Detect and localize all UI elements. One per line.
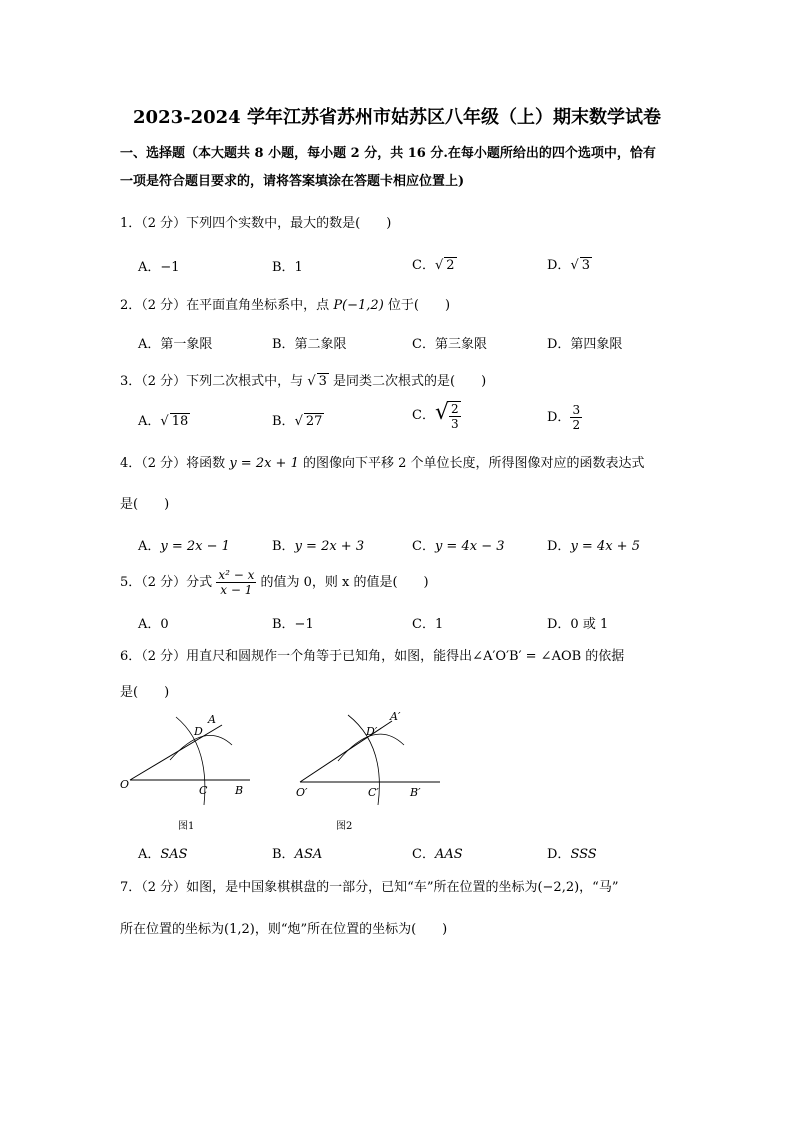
q2-stem-pre: 2．（2 分）在平面直角坐标系中，点	[120, 298, 334, 313]
q4-function: y = 2x + 1	[229, 456, 299, 471]
question-4-stem	[120, 452, 645, 471]
q4-option-d	[547, 535, 640, 554]
q6-option-b-label: B．	[272, 847, 295, 862]
q5-option-c: C．1	[412, 617, 444, 632]
q3-option-b: B．√ 27	[272, 414, 323, 429]
question-3-stem: 3．（2 分）下列二次根式中，与 √ 3 是同类二次根式的是( )	[120, 374, 487, 389]
page-title: 2023-2024 学年江苏省苏州市姑苏区八年级（上）期末数学试卷	[133, 107, 661, 128]
q2-option-a: A．第一象限	[138, 337, 213, 352]
q6-figure-1	[120, 713, 250, 832]
q1-option-c-label: C．	[412, 258, 435, 273]
fig1-label-b: B	[235, 784, 244, 797]
q3-option-d-numerator: 3	[572, 403, 581, 417]
q6-option-d-value: SSS	[570, 847, 597, 862]
section-heading-line2: 一项是符合题目要求的，请将答案填涂在答题卡相应位置上)	[120, 174, 465, 189]
q4-option-b	[272, 535, 364, 554]
q6-option-a-label: A．	[138, 847, 161, 862]
q1-option-d-label: D．	[547, 258, 571, 273]
q4-option-a-label: A．	[138, 539, 161, 554]
q3-stem-pre: 3．（2 分）下列二次根式中，与	[120, 374, 308, 389]
q4-option-b-value: y = 2x + 3	[294, 539, 365, 554]
q5-stem-pre: 5．（2 分）分式	[120, 575, 217, 590]
q4-option-a	[138, 535, 230, 554]
q5-fraction-denominator: x − 1	[220, 583, 253, 597]
q6-option-d-label: D．	[547, 847, 571, 862]
q1-option-d: D．√ 3	[547, 258, 591, 273]
q4-option-c-value: y = 4x − 3	[434, 539, 505, 554]
q1-option-c: C．√ 2	[412, 258, 455, 273]
q6-figure-2	[296, 710, 440, 832]
q2-option-c: C．第三象限	[412, 337, 487, 352]
q3-option-d	[547, 403, 582, 432]
q4-option-d-label: D．	[547, 539, 571, 554]
q2-option-d: D．第四象限	[547, 337, 623, 352]
q6-option-d	[547, 843, 597, 862]
q2-point: P(−1,2)	[333, 298, 384, 313]
fig1-label-c: C	[199, 784, 208, 797]
fig2-label-b: B′	[410, 786, 421, 799]
q4-option-a-value: y = 2x − 1	[160, 539, 230, 554]
question-5-stem	[120, 568, 429, 597]
fig1-label-o: O	[120, 778, 130, 791]
question-2-stem	[120, 294, 450, 313]
fig2-label-d: D′	[366, 725, 378, 738]
q3-option-b-label: B．	[272, 414, 295, 429]
fig1-caption: 图1	[178, 821, 195, 832]
question-6-stem-line2: 是( )	[120, 685, 170, 700]
q6-option-b-value: ASA	[294, 847, 323, 862]
q6-option-c	[412, 843, 463, 862]
q6-option-b	[272, 843, 322, 862]
q4-option-c	[412, 535, 505, 554]
q3-option-a-radicand: 18	[171, 414, 189, 429]
q3-option-c-denominator: 3	[450, 416, 459, 431]
fig2-label-a: A′	[390, 710, 401, 723]
q4-stem-pre: 4．（2 分）将函数	[120, 456, 230, 471]
q6-option-a	[138, 843, 188, 862]
q1-option-c-radicand: 2	[446, 258, 455, 273]
q5-fraction-numerator: x² − x	[218, 568, 255, 582]
q5-option-d: D．0 或 1	[547, 617, 609, 632]
q1-option-a: A．−1	[138, 260, 180, 275]
q6-option-c-value: AAS	[434, 847, 463, 862]
question-6-stem: 6．（2 分）用直尺和圆规作一个角等于已知角，如图，能得出∠A′O′B′ = ∠AOB 的依据	[120, 649, 625, 664]
q4-option-c-label: C．	[412, 539, 435, 554]
q6-option-c-label: C．	[412, 847, 435, 862]
q4-option-b-label: B．	[272, 539, 295, 554]
q4-option-d-value: y = 4x + 5	[570, 539, 640, 554]
question-4-stem-line2: 是( )	[120, 497, 170, 512]
q3-stem-radicand: 3	[318, 374, 327, 389]
q3-option-c-label: C．	[412, 408, 435, 423]
section-heading	[120, 140, 680, 196]
q1-option-b: B．1	[272, 260, 303, 275]
q6-figures	[110, 705, 440, 835]
q3-option-a-label: A．	[138, 414, 161, 429]
q3-option-b-radicand: 27	[305, 414, 323, 429]
q3-option-c: C．√ $\frac{2}{3}$	[412, 400, 459, 431]
q3-option-d-denominator: 2	[572, 418, 581, 432]
q3-option-d-label: D．	[547, 410, 571, 425]
q2-stem-post: 位于( )	[383, 298, 451, 313]
q5-option-a: A．0	[138, 617, 169, 632]
fig1-label-d: D	[194, 725, 203, 738]
fig1-label-a: A	[208, 713, 216, 726]
q1-option-d-radicand: 3	[581, 258, 591, 273]
q3-option-c-numerator: 2	[450, 401, 459, 416]
question-7-stem-line2: 所在位置的坐标为(1,2)，则“炮”所在位置的坐标为( )	[120, 922, 448, 937]
q6-option-a-value: SAS	[160, 847, 188, 862]
fig2-label-c: C′	[368, 786, 379, 799]
question-7-stem: 7．（2 分）如图，是中国象棋棋盘的一部分，已知“车”所在位置的坐标为(−2,2)，“马”	[120, 880, 619, 895]
q4-stem-post: 的图像向下平移 2 个单位长度，所得图像对应的函数表达式	[298, 456, 645, 471]
fig2-caption: 图2	[336, 821, 353, 832]
section-heading-line1: 一、选择题（本大题共 8 小题，每小题 2 分，共 16 分.在每小题所给出的四个选项中，恰有	[120, 146, 656, 161]
q2-option-b: B．第二象限	[272, 337, 347, 352]
q5-stem-post: 的值为 0，则 x 的值是( )	[256, 575, 429, 590]
question-1-stem: 1．（2 分）下列四个实数中，最大的数是( )	[120, 216, 392, 231]
q3-stem-post: 是同类二次根式的是( )	[328, 374, 487, 389]
q5-option-b: B．−1	[272, 617, 314, 632]
q3-option-a: A．√ 18	[138, 414, 189, 429]
fig2-label-o: O′	[296, 786, 308, 799]
